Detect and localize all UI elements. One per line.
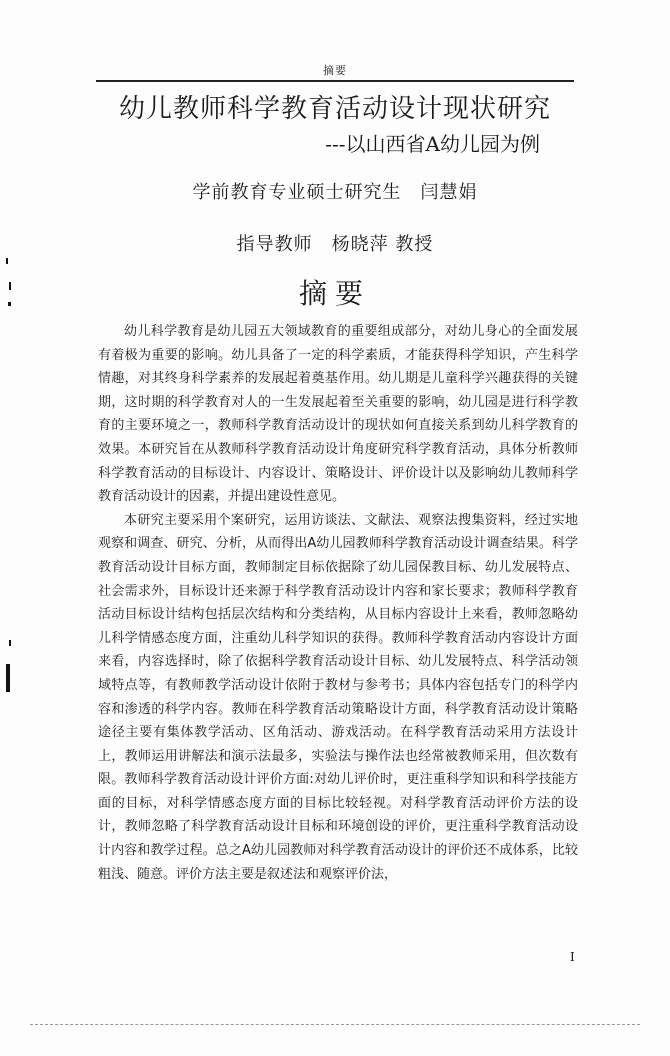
abstract-body: [98, 320, 578, 886]
author-line: 学前教育专业硕士研究生 闫慧娟: [192, 182, 478, 203]
abstract-heading: 摘要: [298, 277, 371, 310]
scan-speck: [9, 282, 11, 290]
scan-speck: [9, 640, 11, 646]
scan-speck: [8, 302, 11, 306]
supervisor-line: 指导教师 杨晓萍 教授: [236, 234, 434, 255]
scan-speck: [6, 258, 8, 264]
page-number: I: [570, 950, 575, 964]
thesis-subtitle: ---以山西省A幼儿园为例: [325, 132, 540, 156]
scan-edge-mark: [6, 664, 10, 692]
thesis-title: 幼儿教师科学教育活动设计现状研究: [118, 94, 551, 124]
abstract-paragraph-2: 本研究主要采用个案研究，运用访谈法、文献法、观察法搜集资料，经过实地观察和调查、研究、分析，从而得出A幼儿园教师科学教育活动设计调查结果。科学教育活动设计目标方面，教师制定目标依据除了幼儿园保教目标、幼儿发展特点、社会需求外，目标设计还来源于科学教育活动设计内容和家长要求；教师科学教育活动目标设计结构包括层次结构和分类结构，从目标内容设计上来看，教师忽略幼儿科学情感态度方面，注重幼儿科学知识的获得。教师科学教育活动内容设计方面来看，内容选择时，除了依据科学教育活动设计目标、幼儿发展特点、科学活动领域特点等，有教师教学活动设计依附于教材与参考书；具体内容包括专门的科学内容和渗透的科学内容。教师在科学教育活动策略设计方面，科学教育活动设计策略途径主要有集体教学活动、区角活动、游戏活动。在科学教育活动采用方法设计上，教师运用讲解法和演示法最多，实验法与操作法也经常被教师采用，但次数有限。教师科学教育活动设计评价方面:对幼儿评价时，更注重科学知识和科学技能方面的目标，对科学情感态度方面的目标比较轻视。对科学教育活动评价方法的设计，教师忽略了科学教育活动设计目标和环境创设的评价，更注重科学教育活动设计内容和教学过程。总之A幼儿园教师对科学教育活动设计的评价还不成体系，比较粗浅、随意。评价方法主要是叙述法和观察评价法，: [98, 512, 578, 882]
bottom-rule: [30, 1024, 640, 1025]
header-rule: [96, 80, 574, 82]
abstract-paragraph-1: 幼儿科学教育是幼儿园五大领域教育的重要组成部分，对幼儿身心的全面发展有着极为重要的影响。幼儿具备了一定的科学素质，才能获得科学知识，产生科学情趣，对其终身科学素养的发展起着奠基作用。幼儿期是儿童科学兴趣获得的关键期，这时期的科学教育对人的一生发展起着至关重要的影响，幼儿园是进行科学教育的主要环境之一，教师科学教育活动设计的现状如何直接关系到幼儿科学教育的效果。本研究旨在从教师科学教育活动设计角度研究科学教育活动，具体分析教师科学教育活动的目标设计、内容设计、策略设计、评价设计以及影响幼儿教师科学教育活动设计的因素，并提出建设性意见。: [98, 324, 578, 505]
running-header: 摘要: [323, 64, 347, 77]
